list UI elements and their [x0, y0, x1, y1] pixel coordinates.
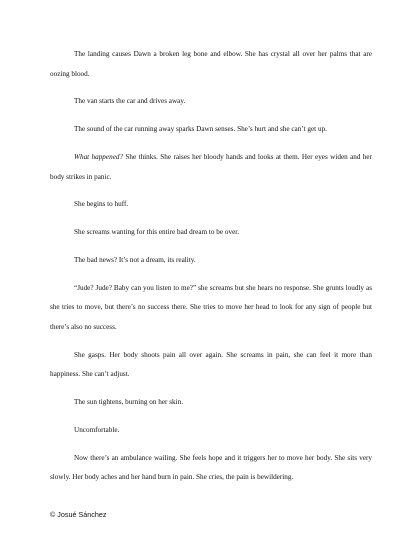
paragraph: “Jude? Jude? Baby can you listen to me?” she screams but she hears no response. She grunts loudly as she tries to move, but there’s no success there. She tries to move her head to look for any sign of people but there’s also no success.	[50, 283, 372, 331]
italic-thought: What happened?	[74, 152, 124, 161]
paragraph: She gasps. Her body shoots pain all over again. She screams in pain, she can feel it more than happiness. She can’t adjust.	[50, 350, 372, 379]
story-text	[50, 45, 372, 496]
paragraph: The sound of the car running away sparks Dawn senses. She’s hurt and she can’t get up.	[74, 125, 327, 134]
paragraph: The van starts the car and drives away.	[74, 97, 186, 106]
paragraph: She begins to huff.	[74, 200, 129, 209]
paragraph: Uncomfortable.	[74, 425, 120, 434]
paragraph	[50, 148, 372, 187]
copyright-footer: © Josué Sánchez	[50, 510, 107, 519]
paragraph: Now there’s an ambulance wailing. She feels hope and it triggers her to move her body. She sits very slowly. Her body aches and her hand burn in pain. She cries, the pain is bewildering.	[50, 453, 372, 482]
paragraph: The bad news? It’s not a dream, its reality.	[74, 255, 196, 264]
paragraph: The landing causes Dawn a broken leg bone and elbow. She has crystal all over her palms that are oozing blood.	[50, 50, 372, 78]
paragraph: The sun tightens, burning on her skin.	[74, 398, 183, 406]
paragraph-rest: She thinks. She raises her bloody hands and looks at them. Her eyes widen and her body strikes in panic.	[50, 152, 372, 181]
paragraph: She screams wanting for this entire bad dream to be over.	[74, 228, 240, 237]
